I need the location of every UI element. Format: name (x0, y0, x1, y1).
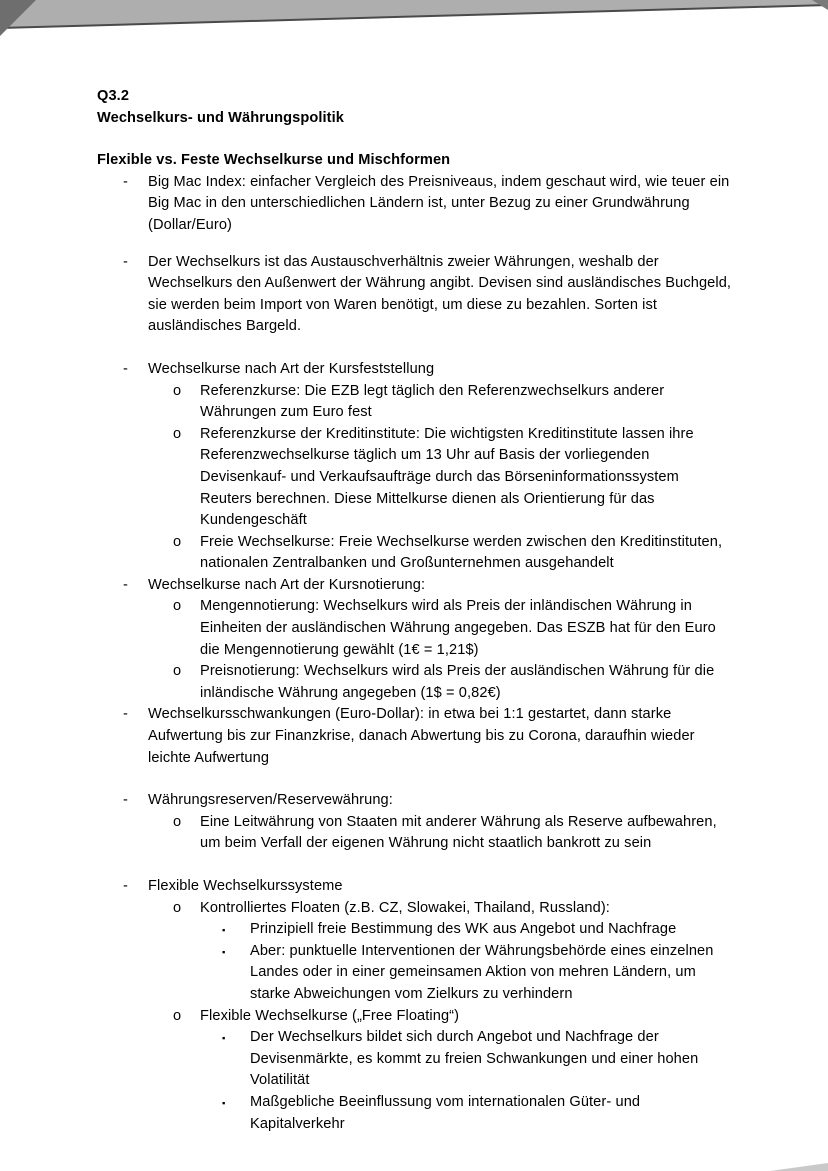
list-item-text: Referenzkurse der Kreditinstitute: Die wichtigsten Kreditinstitute lassen ihre Referenzwechselkurse täglich um 13 Uhr auf Basis der vorliegenden Devisenkauf- und Verkaufsaufträge durch das Börseninformationssystem Reuters berechnen. Diese Mittelkurse dienen als Orientierung für das Kundengeschäft (200, 425, 694, 529)
circle-bullet: o (173, 425, 182, 442)
list-item (97, 876, 734, 898)
list-item (97, 575, 734, 597)
circle-bullet: o (173, 598, 182, 615)
list-item (97, 532, 734, 575)
square-bullet: ▪ (222, 946, 226, 958)
dash-bullet: - (123, 878, 128, 894)
list-item-text: Flexible Wechselkurssysteme (148, 878, 343, 894)
list-item-text: Big Mac Index: einfacher Vergleich des Preisniveaus, indem geschaut wird, wie teuer ein Big Mac in den unterschiedlichen Ländern ist, unter Bezug zu einer Grundwährung (Dollar/Euro) (148, 173, 730, 233)
dash-bullet: - (123, 360, 128, 377)
blank-line (97, 129, 734, 150)
list-item (97, 596, 734, 661)
list-item-text: Referenzkurse: Die EZB legt täglich den Referenzwechselkurs anderer Währungen zum Euro fest (200, 382, 665, 421)
list-item (97, 812, 734, 855)
circle-bullet: o (173, 1007, 182, 1024)
dash-bullet: - (123, 576, 128, 593)
scan-edge-bottom-icon (0, 1153, 828, 1171)
section-heading: Flexible vs. Feste Wechselkurse und Mischformen (97, 152, 451, 169)
document-content (97, 86, 734, 1135)
list-item-text: Preisnotierung: Wechselkurs wird als Preis der ausländischen Währung für die inländische Währung angegeben (1$ = 0,82€) (200, 663, 715, 701)
list-item (97, 1092, 734, 1135)
blank-line (97, 237, 734, 252)
list-item (97, 1027, 734, 1092)
circle-bullet: o (173, 382, 182, 399)
dash-bullet: - (123, 792, 128, 809)
list-item-text: Maßgebliche Beeinflussung vom internationalen Güter- und Kapitalverkehr (250, 1093, 641, 1132)
circle-bullet: o (173, 813, 182, 830)
circle-bullet: o (173, 899, 182, 916)
list-item-text: Mengennotierung: Wechselkurs wird als Preis der inländischen Währung in Einheiten der ausländischen Währung angegeben. Das ESZB hat für den Euro die Mengennotierung gewählt (1€ = 1,21$) (200, 598, 716, 658)
list-item-text: Eine Leitwährung von Staaten mit anderer Währung als Reserve aufbewahren, um beim Verfall der eigenen Währung nicht staatlich bankrott zu sein (200, 813, 717, 852)
square-bullet: ▪ (222, 1097, 226, 1109)
list-item-text: Aber: punktuelle Interventionen der Währungsbehörde eines einzelnen Landes oder in einer gemeinsamen Aktion von mehren Ländern, um starke Abweichungen vom Zielkurs zu verhindern (250, 942, 714, 1002)
circle-bullet: o (173, 533, 182, 550)
page-title: Wechselkurs- und Währungspolitik (97, 109, 344, 126)
list-item (97, 424, 734, 532)
blank-line (97, 769, 734, 790)
list-item-text: Kontrolliertes Floaten (z.B. CZ, Slowakei, Thailand, Russland): (200, 899, 610, 916)
list-item-text: Wechselkursschwankungen (Euro-Dollar): in etwa bei 1:1 gestartet, dann starke Aufwertung bis zur Finanzkrise, danach Abwertung bis zu Corona, daraufhin wieder leichte Aufwertung (148, 706, 695, 766)
list-item-text: Währungsreserven/Reservewährung: (148, 792, 393, 809)
list-item-text: Flexible Wechselkurse („Free Floating“) (200, 1007, 460, 1024)
list-item (97, 252, 734, 338)
page-edge-artifact-bottom (0, 1153, 828, 1171)
square-bullet: ▪ (222, 1033, 226, 1045)
list-item-text: Wechselkurse nach Art der Kursfeststellung (148, 360, 435, 377)
list-item (97, 359, 734, 381)
list-item (97, 1006, 734, 1028)
page-edge-artifact-top (0, 0, 828, 44)
list-item (97, 661, 734, 704)
dash-bullet: - (123, 706, 128, 723)
list-item (97, 172, 734, 237)
list-item (97, 381, 734, 424)
list-item-text: Freie Wechselkurse: Freie Wechselkurse werden zwischen den Kreditinstituten, nationalen Zentralbanken und Großunternehmen ausgehandelt (200, 533, 723, 572)
square-bullet: ▪ (222, 925, 226, 937)
list-item (97, 919, 734, 941)
list-item (97, 704, 734, 769)
list-item (97, 790, 734, 812)
circle-bullet: o (173, 663, 182, 680)
dash-bullet: - (123, 173, 128, 190)
list-item-text: Prinzipiell freie Bestimmung des WK aus Angebot und Nachfrage (250, 921, 677, 938)
blank-line (97, 338, 734, 359)
list-item-text: Der Wechselkurs bildet sich durch Angebot und Nachfrage der Devisenmärkte, es kommt zu freien Schwankungen und einer hohen Volatilität (250, 1029, 699, 1089)
blank-line (97, 855, 734, 876)
scan-edge-icon (0, 0, 828, 44)
dash-bullet: - (123, 253, 128, 270)
list-item (97, 898, 734, 920)
list-item-text: Wechselkurse nach Art der Kursnotierung: (148, 576, 426, 593)
list-item (97, 941, 734, 1006)
list-item-text: Der Wechselkurs ist das Austauschverhältnis zweier Währungen, weshalb der Wechselkurs den Außenwert der Währung angibt. Devisen sind ausländisches Buchgeld, sie werden beim Import von Waren benötigt, um diese zu bezahlen. Sorten ist ausländisches Bargeld. (148, 253, 732, 335)
section-number: Q3.2 (97, 88, 130, 104)
